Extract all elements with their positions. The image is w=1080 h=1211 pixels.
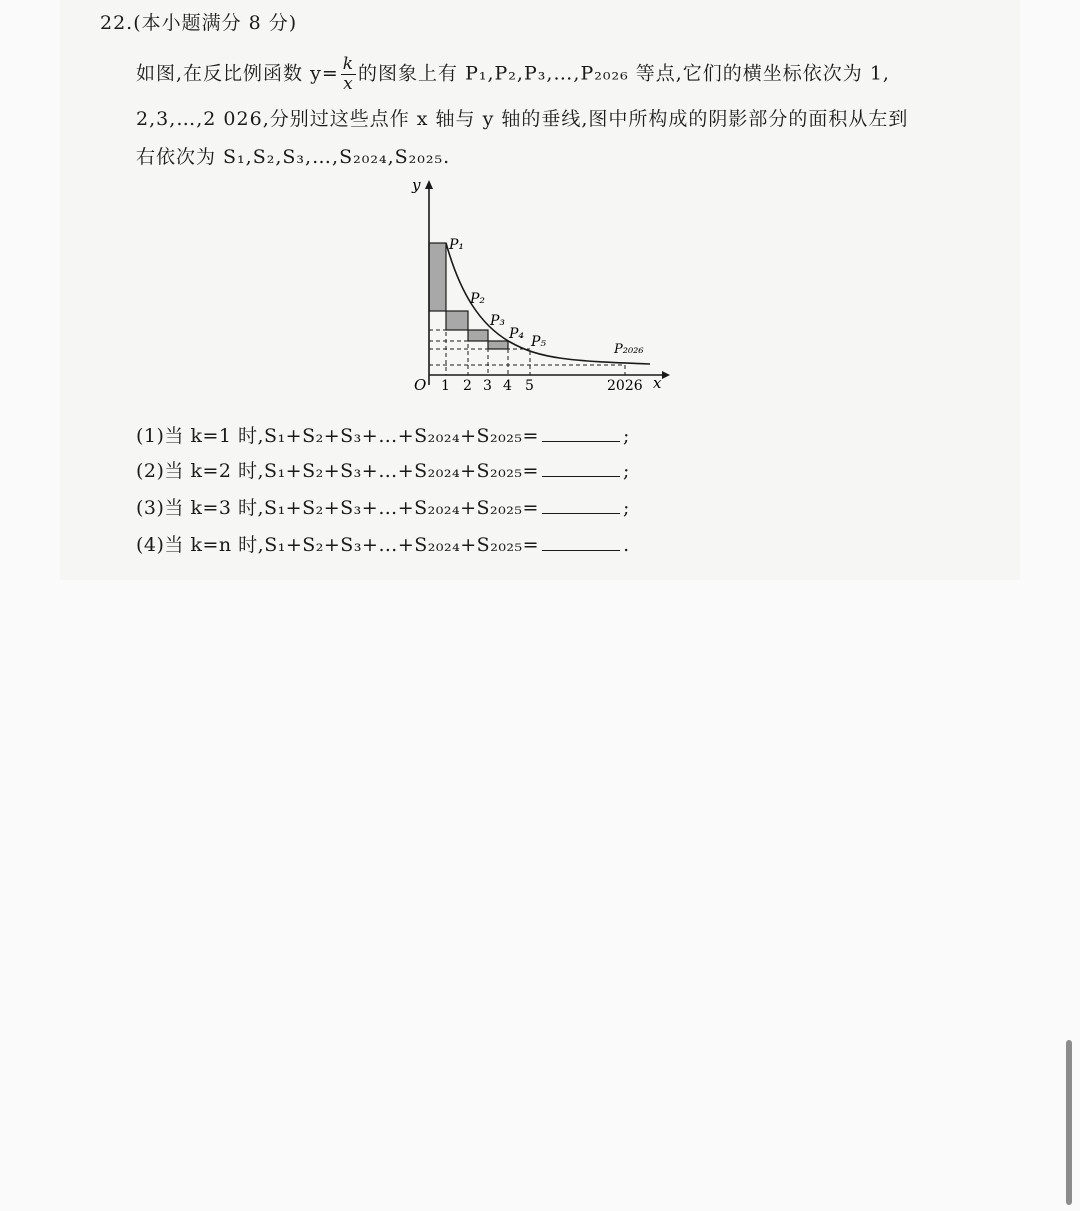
problem-line-1-end: 的图象上有 P₁,P₂,P₃,…,P₂₀₂₆ 等点,它们的横坐标依次为 1,: [358, 62, 890, 85]
x-tick-3: 3: [483, 378, 492, 394]
answer-blank-3[interactable]: [542, 495, 620, 514]
x-tick-2026: 2026: [607, 378, 643, 394]
fraction-k-over-x: [341, 56, 356, 93]
x-tick-4: 4: [503, 378, 512, 394]
graph-figure: [400, 175, 680, 400]
problem-line-1-start: 如图,在反比例函数 y=: [136, 62, 339, 85]
origin-label: O: [414, 376, 427, 394]
answer-blank-2[interactable]: [542, 458, 620, 477]
question-1: [136, 421, 630, 448]
question-3: [136, 493, 630, 520]
question-1-text: (1)当 k=1 时,S₁+S₂+S₃+…+S₂₀₂₄+S₂₀₂₅=: [136, 425, 539, 447]
question-3-end: ;: [622, 497, 630, 519]
question-4-text: (4)当 k=n 时,S₁+S₂+S₃+…+S₂₀₂₄+S₂₀₂₅=: [136, 534, 540, 556]
problem-line-1: [136, 56, 890, 93]
question-2: [136, 456, 630, 483]
question-4: [136, 530, 630, 557]
question-2-end: ;: [622, 460, 630, 482]
x-tick-1: 1: [441, 378, 450, 394]
problem-header: 22.(本小题满分 8 分): [100, 12, 298, 34]
fraction-denominator: x: [343, 74, 354, 94]
question-3-text: (3)当 k=3 时,S₁+S₂+S₃+…+S₂₀₂₄+S₂₀₂₅=: [136, 497, 539, 519]
point-p2-label: P₂: [470, 291, 486, 307]
axis-y-label: y: [412, 176, 421, 194]
graph-svg: [400, 175, 680, 400]
fraction-numerator: k: [342, 54, 355, 74]
answer-blank-1[interactable]: [542, 423, 620, 442]
point-p5-label: P₅: [531, 334, 547, 350]
question-2-text: (2)当 k=2 时,S₁+S₂+S₃+…+S₂₀₂₄+S₂₀₂₅=: [136, 460, 539, 482]
question-4-end: .: [623, 534, 630, 556]
shaded-area-s1: [429, 243, 446, 311]
shaded-area-s3: [468, 330, 488, 341]
answer-blank-4[interactable]: [542, 532, 620, 551]
point-p3-label: P₃: [490, 313, 506, 329]
question-1-end: ;: [622, 425, 630, 447]
y-axis-arrow: [425, 180, 433, 189]
point-p2026-label: P₂₀₂₆: [614, 342, 644, 357]
x-axis-arrow: [662, 371, 670, 379]
problem-line-2: 2,3,…,2 026,分别过这些点作 x 轴与 y 轴的垂线,图中所构成的阴影部分的面积从左到: [136, 108, 909, 130]
point-p1-label: P₁: [449, 237, 465, 253]
shaded-area-s4: [488, 341, 508, 349]
vertical-scrollbar[interactable]: [1066, 1040, 1072, 1205]
x-tick-5: 5: [525, 378, 534, 394]
axis-x-label: x: [653, 374, 662, 392]
x-tick-2: 2: [463, 378, 472, 394]
problem-line-3: 右依次为 S₁,S₂,S₃,…,S₂₀₂₄,S₂₀₂₅.: [136, 146, 451, 168]
point-p4-label: P₄: [509, 326, 525, 342]
shaded-area-s2: [446, 311, 468, 330]
